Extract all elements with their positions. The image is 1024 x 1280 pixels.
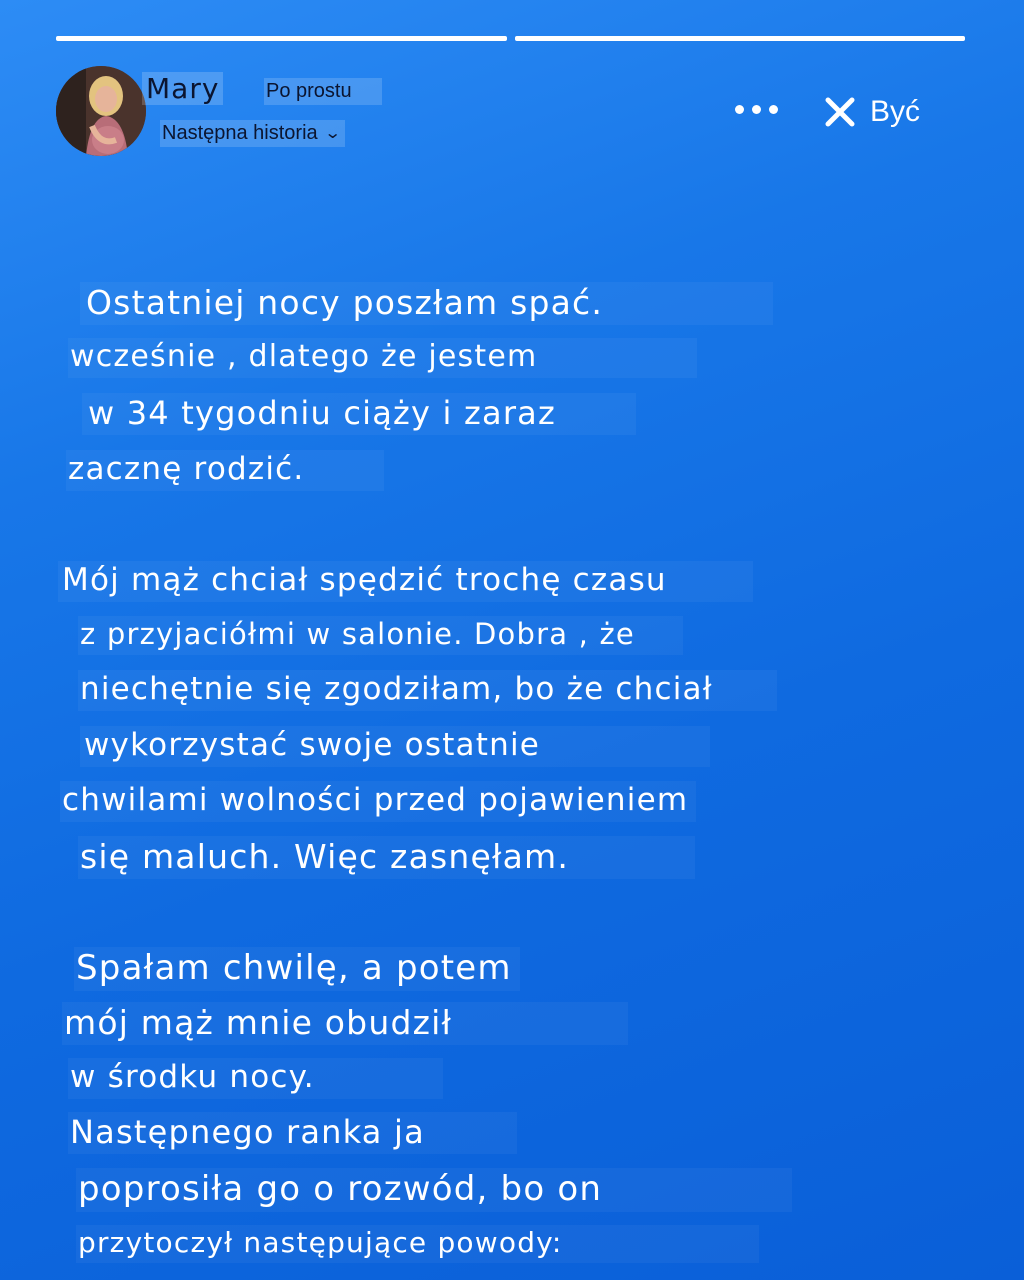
story-line: Spałam chwilę, a potem bbox=[74, 947, 520, 991]
story-line: chwilami wolności przed pojawieniem bbox=[60, 781, 696, 822]
progress-segment-2 bbox=[515, 36, 966, 41]
close-icon bbox=[824, 96, 856, 128]
story-line: niechętnie się zgodziłam, bo że chciał bbox=[78, 670, 777, 711]
story-line: Ostatniej nocy poszłam spać. bbox=[80, 282, 773, 325]
close-label: Być bbox=[870, 95, 921, 128]
story-line: z przyjaciółmi w salonie. Dobra , że bbox=[78, 616, 683, 655]
story-type-label: Po prostu bbox=[264, 78, 382, 105]
story-line: w środku nocy. bbox=[68, 1058, 443, 1099]
next-story-label: Następna historia bbox=[162, 122, 318, 144]
more-dot bbox=[735, 105, 744, 114]
user-name[interactable]: Mary bbox=[142, 72, 223, 105]
story-line: w 34 tygodniu ciąży i zaraz bbox=[82, 393, 636, 435]
chevron-down-icon: ⌄ bbox=[323, 124, 342, 142]
progress-segment-1 bbox=[56, 36, 507, 41]
story-line: zacznę rodzić. bbox=[66, 450, 384, 491]
story-line: Następnego ranka ja bbox=[68, 1112, 517, 1154]
story-header bbox=[56, 66, 966, 158]
story-line: wcześnie , dlatego że jestem bbox=[68, 338, 697, 378]
next-story-dropdown[interactable] bbox=[160, 120, 345, 147]
story-line: mój mąż mnie obudził bbox=[62, 1002, 628, 1045]
more-dot bbox=[769, 105, 778, 114]
story-progress-bar bbox=[56, 36, 965, 41]
close-button[interactable] bbox=[824, 86, 974, 138]
avatar[interactable] bbox=[56, 66, 146, 156]
more-dot bbox=[752, 105, 761, 114]
story-line: poprosiła go o rozwód, bo on bbox=[76, 1168, 792, 1212]
more-options-button[interactable] bbox=[728, 94, 784, 124]
story-line: się maluch. Więc zasnęłam. bbox=[78, 836, 695, 879]
story-line: wykorzystać swoje ostatnie bbox=[80, 726, 710, 767]
story-line: Mój mąż chciał spędzić trochę czasu bbox=[58, 561, 753, 602]
story-line: przytoczył następujące powody: bbox=[76, 1225, 759, 1263]
